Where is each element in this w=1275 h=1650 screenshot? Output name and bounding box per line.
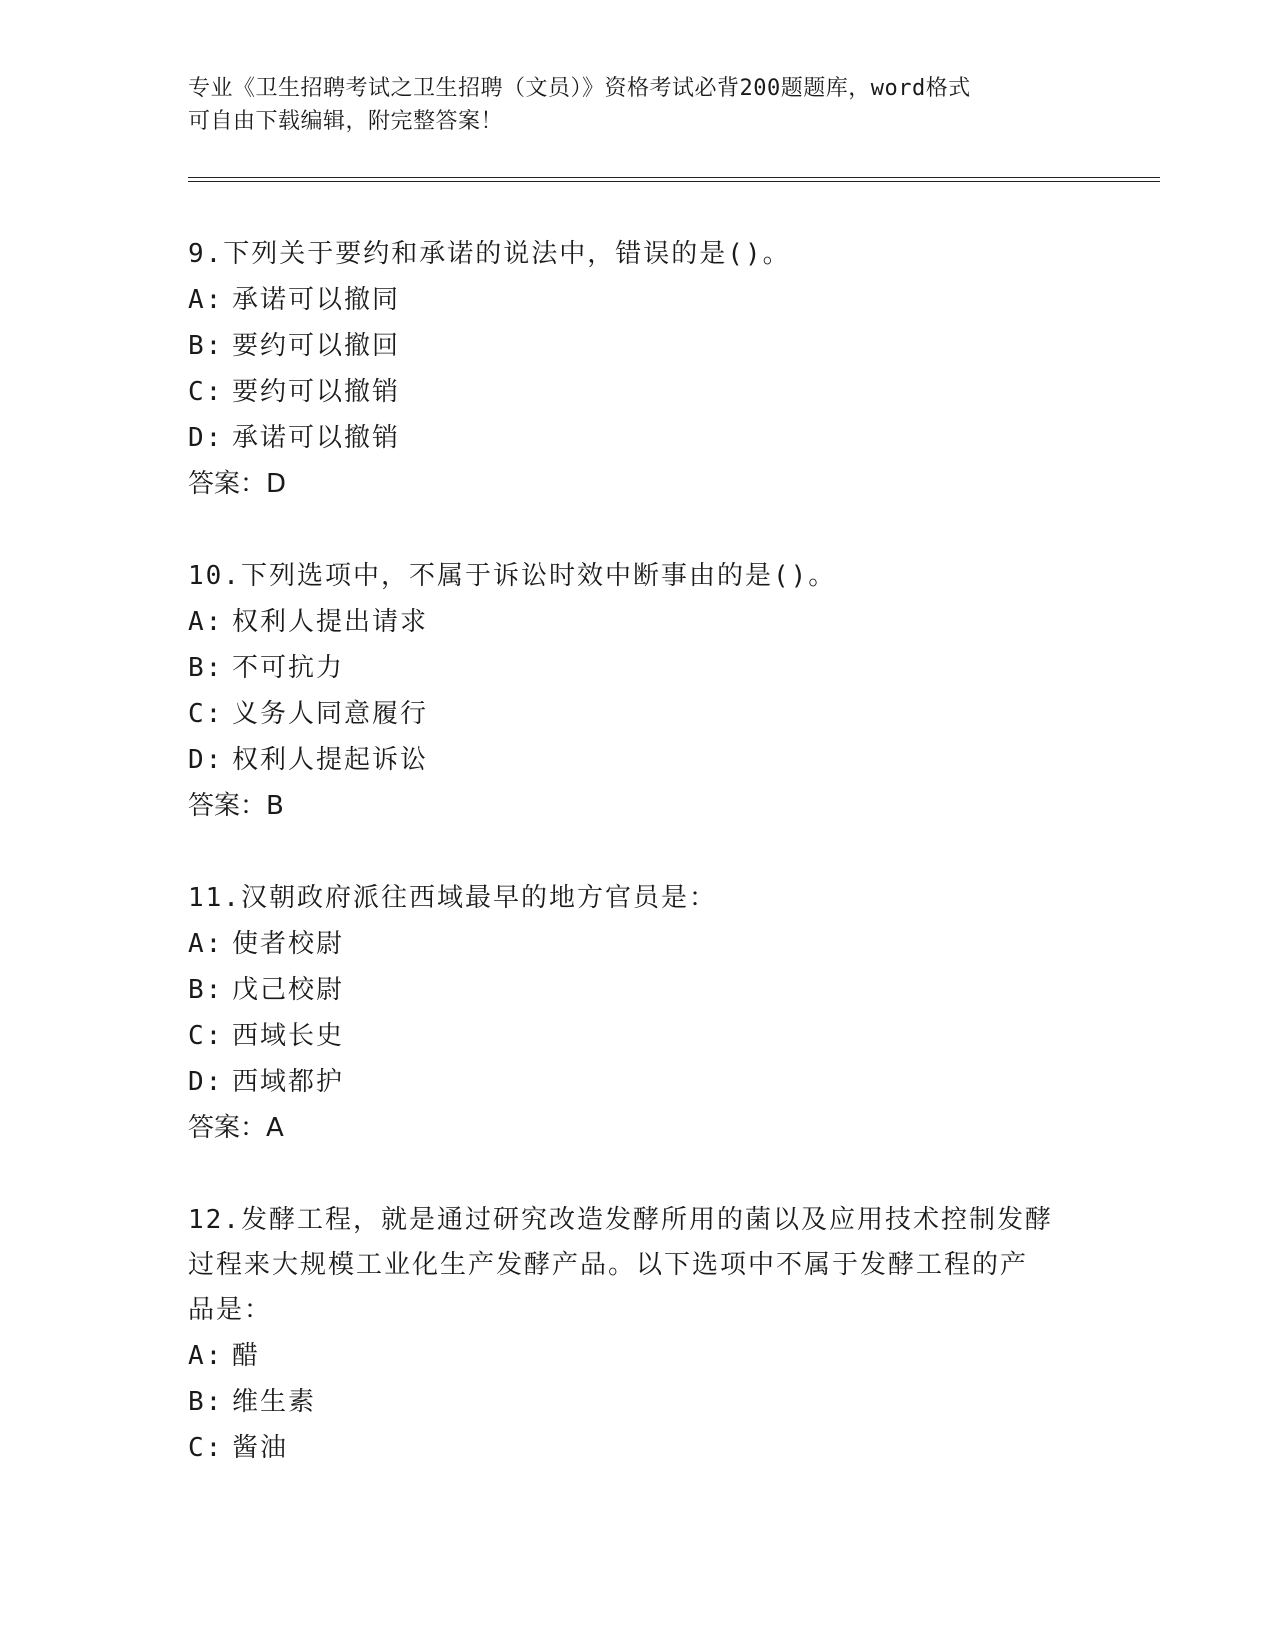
option-key: A: <box>188 285 224 315</box>
option-key: B: <box>188 975 224 1005</box>
option-key: C: <box>188 377 224 407</box>
question-9 <box>188 232 1088 507</box>
option-key: B: <box>188 653 224 683</box>
option-text: 西域都护 <box>232 1067 345 1097</box>
option-a <box>188 1333 1088 1379</box>
question-stem-line: 品是： <box>188 1295 273 1325</box>
option-text: 权利人提出请求 <box>232 607 429 637</box>
option-key: D: <box>188 745 224 775</box>
option-d <box>188 415 1088 461</box>
option-a <box>188 599 1088 645</box>
option-text: 权利人提起诉讼 <box>232 745 429 775</box>
option-key: B: <box>188 1387 224 1417</box>
question-stem: 10.下列选项中，不属于诉讼时效中断事由的是()。 <box>188 561 837 591</box>
question-stem: 9.下列关于要约和承诺的说法中，错误的是()。 <box>188 239 791 269</box>
option-a <box>188 921 1088 967</box>
option-text: 承诺可以撤同 <box>232 285 401 315</box>
option-text: 维生素 <box>232 1387 317 1417</box>
option-key: C: <box>188 1021 224 1051</box>
option-b <box>188 967 1088 1013</box>
option-text: 酱油 <box>232 1433 289 1463</box>
option-key: B: <box>188 331 224 361</box>
question-12 <box>188 1198 1088 1471</box>
option-b <box>188 645 1088 691</box>
option-d <box>188 1059 1088 1105</box>
question-stem-line: 12.发酵工程，就是通过研究改造发酵所用的菌以及应用技术控制发酵 <box>188 1205 1053 1235</box>
option-key: A: <box>188 1341 224 1371</box>
option-b <box>188 1379 1088 1425</box>
option-text: 义务人同意履行 <box>232 699 429 729</box>
option-text: 使者校尉 <box>232 929 345 959</box>
option-text: 不可抗力 <box>232 653 345 683</box>
document-header <box>188 72 1088 138</box>
question-list <box>188 232 1088 1518</box>
question-10 <box>188 554 1088 829</box>
option-key: C: <box>188 1433 224 1463</box>
answer-line: 答案：D <box>188 469 287 499</box>
option-b <box>188 323 1088 369</box>
option-c <box>188 1425 1088 1471</box>
question-11 <box>188 876 1088 1151</box>
option-a <box>188 277 1088 323</box>
option-text: 戊己校尉 <box>232 975 345 1005</box>
answer-line: 答案：A <box>188 1113 284 1143</box>
option-c <box>188 1013 1088 1059</box>
option-c <box>188 369 1088 415</box>
header-line-1: 专业《卫生招聘考试之卫生招聘（文员）》资格考试必背200题题库，word格式 <box>188 76 971 101</box>
header-line-2: 可自由下载编辑，附完整答案！ <box>188 109 504 134</box>
option-text: 承诺可以撤销 <box>232 423 401 453</box>
option-key: A: <box>188 929 224 959</box>
option-text: 要约可以撤销 <box>232 377 401 407</box>
option-key: C: <box>188 699 224 729</box>
option-key: A: <box>188 607 224 637</box>
option-key: D: <box>188 1067 224 1097</box>
option-key: D: <box>188 423 224 453</box>
option-c <box>188 691 1088 737</box>
option-text: 西域长史 <box>232 1021 345 1051</box>
option-text: 要约可以撤回 <box>232 331 401 361</box>
header-double-rule <box>188 177 1160 182</box>
option-d <box>188 737 1088 783</box>
question-stem-line: 过程来大规模工业化生产发酵产品。以下选项中不属于发酵工程的产 <box>188 1250 1029 1280</box>
question-stem: 11.汉朝政府派往西域最早的地方官员是： <box>188 883 717 913</box>
answer-line: 答案：B <box>188 791 284 821</box>
option-text: 醋 <box>232 1341 261 1371</box>
